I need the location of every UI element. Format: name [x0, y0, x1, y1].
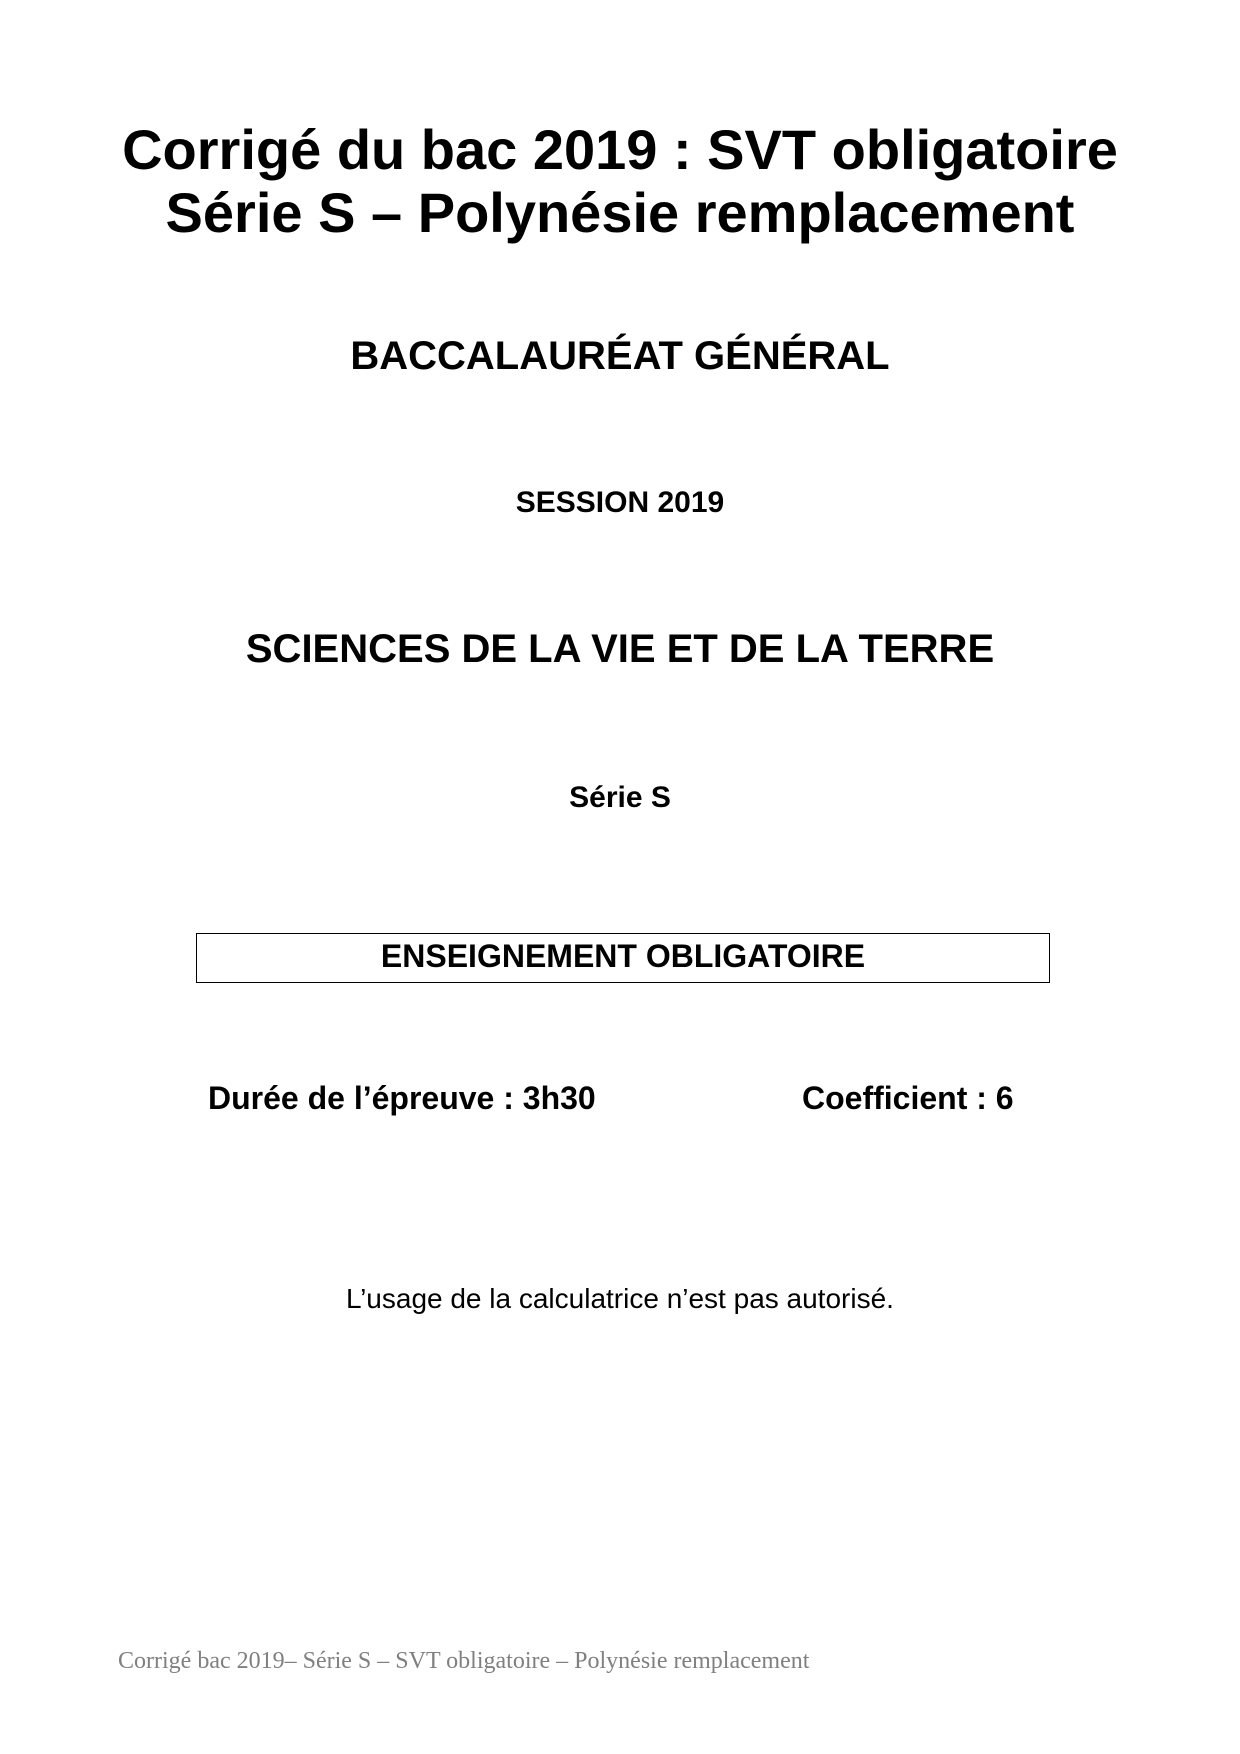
series-heading: Série S	[569, 781, 671, 814]
exam-duration: Durée de l’épreuve : 3h30	[208, 1080, 596, 1116]
teaching-type-box: ENSEIGNEMENT OBLIGATOIRE	[196, 933, 1050, 983]
exam-coefficient: Coefficient : 6	[802, 1080, 1014, 1116]
session-heading: SESSION 2019	[515, 486, 725, 519]
calculator-note: L’usage de la calculatrice n’est pas autorisé.	[346, 1283, 894, 1314]
subject-heading: SCIENCES DE LA VIE ET DE LA TERRE	[245, 627, 995, 671]
document-title-line-1: Corrigé du bac 2019 : SVT obligatoire	[122, 118, 1118, 181]
diploma-heading: BACCALAURÉAT GÉNÉRAL	[350, 334, 890, 378]
document-title-line-2: Série S – Polynésie remplacement	[165, 181, 1075, 244]
page-footer: Corrigé bac 2019– Série S – SVT obligatoire – Polynésie remplacement	[118, 1648, 810, 1674]
